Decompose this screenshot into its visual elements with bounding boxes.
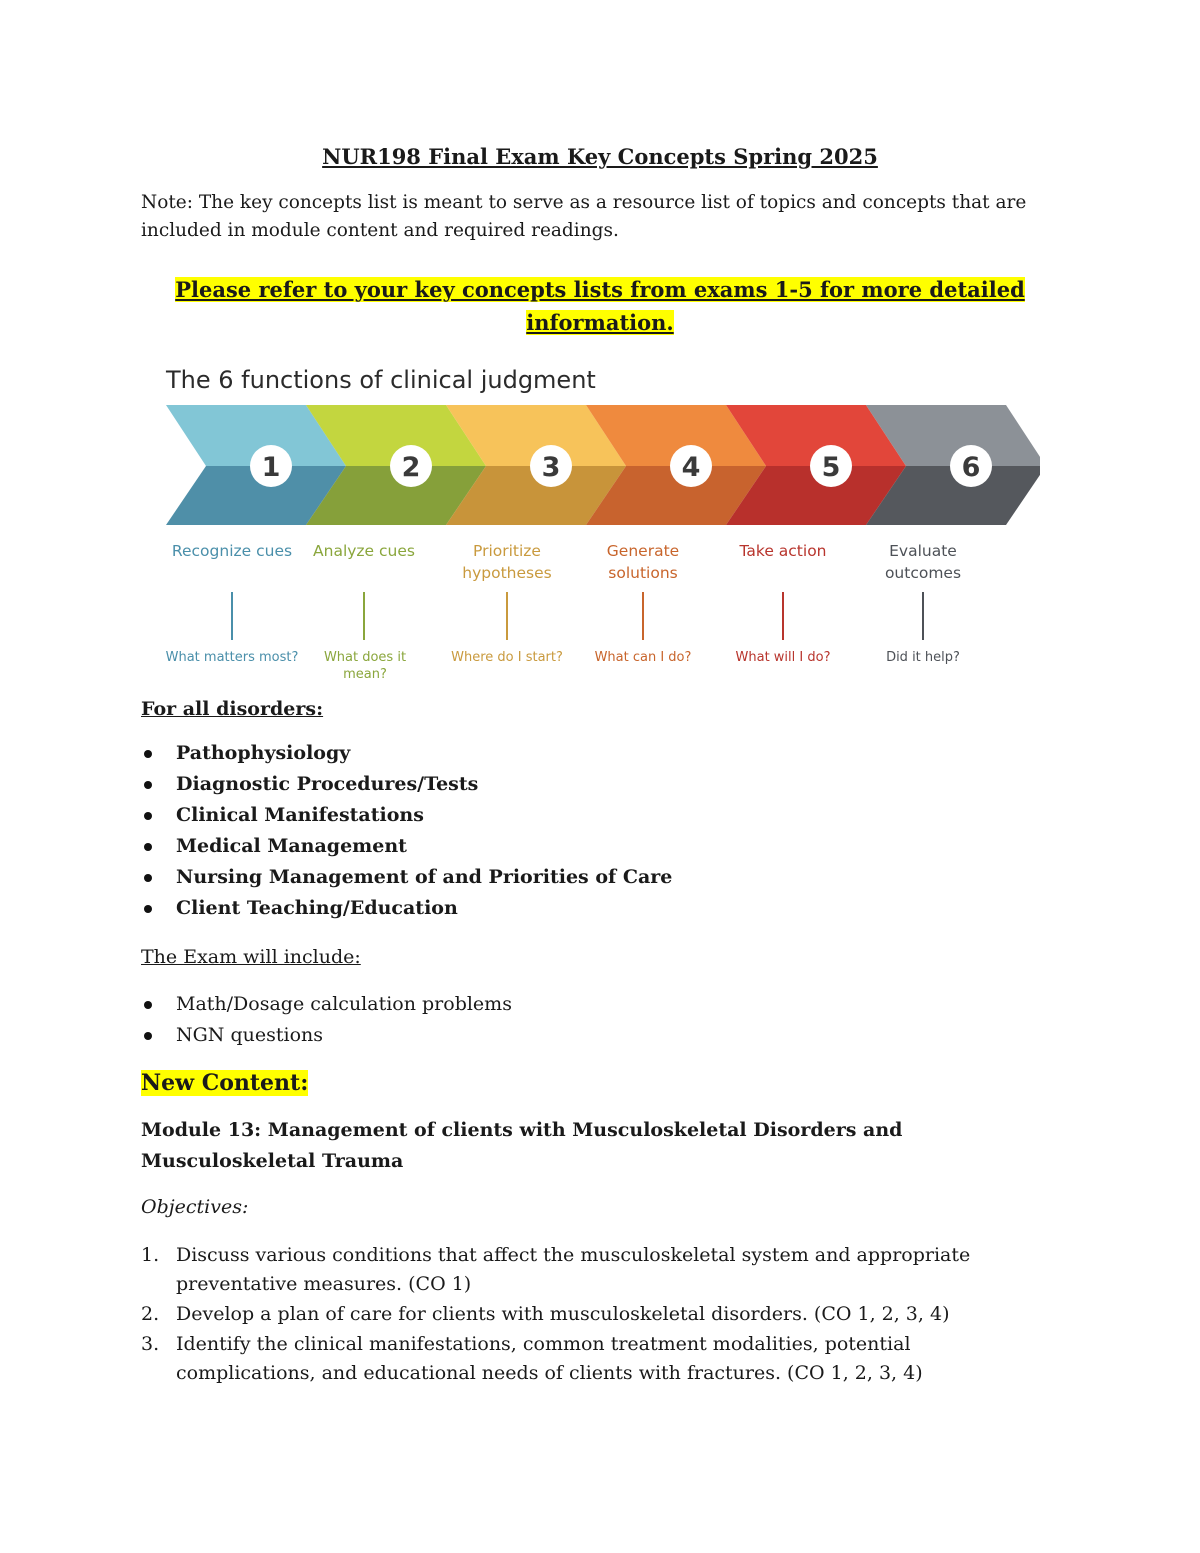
exam-include-heading: The Exam will include: — [141, 946, 361, 968]
bullet-icon — [144, 843, 152, 851]
all-disorders-list — [141, 738, 672, 924]
bullet-icon — [144, 1001, 152, 1009]
step-name-5: Take action — [739, 542, 827, 560]
step-connector-3 — [506, 592, 508, 640]
objective-item: 1. Discuss various conditions that affect the musculoskeletal system and appropriate preventative measures. (CO 1) — [141, 1244, 971, 1295]
bullet-icon — [144, 750, 152, 758]
list-item: Pathophysiology — [141, 738, 672, 769]
list-item: Nursing Management of and Priorities of Care — [141, 862, 672, 893]
step-name-6: Evaluate outcomes — [884, 542, 962, 582]
step-number-1: 1 — [261, 452, 281, 483]
list-item: NGN questions — [141, 1020, 512, 1051]
step-number-2: 2 — [401, 452, 421, 483]
chevron-diagram — [160, 360, 1040, 540]
step-name-1: Recognize cues — [171, 542, 293, 560]
step-name-4: Generate solutions — [606, 542, 680, 582]
step-question-6: Did it help? — [886, 650, 960, 665]
step-name-3: Prioritize hypotheses — [462, 542, 552, 582]
objective-item: 3. Identify the clinical manifestations, common treatment modalities, potential complications, and educational needs of clients with fractures. (CO 1, 2, 3, 4) — [141, 1333, 923, 1384]
intro-note: Note: The key concepts list is meant to serve as a resource list of topics and concepts that are included in module content and required readings. — [141, 192, 1027, 241]
clinical-judgment-figure — [160, 360, 1040, 690]
exam-include-list — [141, 989, 512, 1051]
step-question-5: What will I do? — [735, 650, 831, 665]
step-name-2: Analyze cues — [313, 542, 415, 560]
objectives-label: Objectives: — [141, 1196, 249, 1218]
bullet-icon — [144, 812, 152, 820]
objective-item: 2. Develop a plan of care for clients with musculoskeletal disorders. (CO 1, 2, 3, 4) — [141, 1303, 950, 1325]
step-connector-2 — [363, 592, 365, 640]
step-question-1: What matters most? — [165, 650, 299, 665]
list-item: Medical Management — [141, 831, 672, 862]
step-question-4: What can I do? — [594, 650, 692, 665]
bullet-icon — [144, 781, 152, 789]
step-number-5: 5 — [821, 452, 841, 483]
step-connector-5 — [782, 592, 784, 640]
list-item: Diagnostic Procedures/Tests — [141, 769, 672, 800]
figure-title: The 6 functions of clinical judgment — [166, 366, 596, 394]
bullet-icon — [144, 905, 152, 913]
step-number-4: 4 — [681, 452, 701, 483]
list-item: Clinical Manifestations — [141, 800, 672, 831]
step-question-3: Where do I start? — [451, 650, 563, 665]
refer-highlight: Please refer to your key concepts lists from exams 1-5 for more detailed information. — [175, 277, 1025, 335]
step-number-6: 6 — [961, 452, 981, 483]
bullet-icon — [144, 874, 152, 882]
all-disorders-heading: For all disorders: — [141, 698, 324, 720]
module-heading: Module 13: Management of clients with Musculoskeletal Disorders and Musculoskeletal Trauma — [141, 1119, 903, 1172]
new-content-heading: New Content: — [141, 1070, 309, 1096]
document-title: NUR198 Final Exam Key Concepts Spring 2025 — [322, 144, 878, 169]
refer-notice — [141, 273, 1059, 339]
step-number-3: 3 — [541, 452, 561, 483]
bullet-icon — [144, 1032, 152, 1040]
step-connector-1 — [231, 592, 233, 640]
step-question-2: What does it mean? — [323, 650, 407, 682]
list-item: Client Teaching/Education — [141, 893, 672, 924]
step-connector-6 — [922, 592, 924, 640]
list-item: Math/Dosage calculation problems — [141, 989, 512, 1020]
step-connector-4 — [642, 592, 644, 640]
objectives-list — [141, 1241, 1046, 1389]
